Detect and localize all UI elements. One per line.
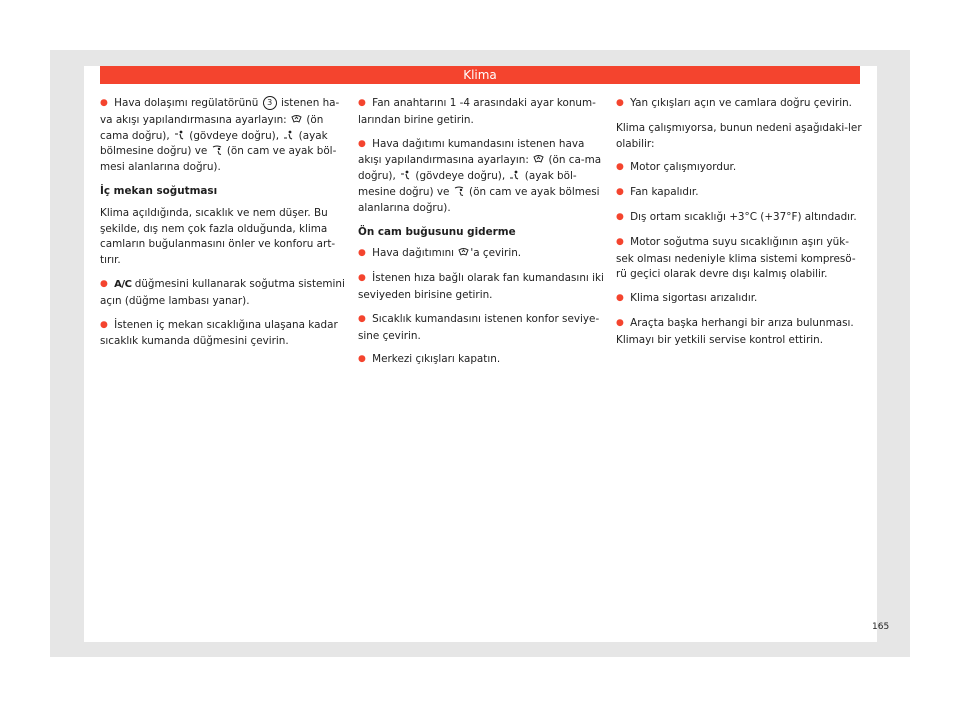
bullet-icon: ● (616, 187, 624, 198)
bullet-icon: ● (358, 354, 366, 365)
bullet-icon: ● (100, 278, 108, 289)
list-item: ● Klima sigortası arızalıdır. (616, 292, 758, 305)
column-3 (616, 96, 864, 357)
page-number: 165 (872, 622, 890, 632)
bullet-icon: ● (100, 319, 108, 330)
paragraph: Klima çalışmıyorsa, bunun nedeni aşağıdaki-ler olabilir: (616, 121, 862, 150)
body-airflow-icon (400, 170, 411, 180)
list-item: ● Hava dolaşımı regülatörünü 3 istenen ha-va akışı yapılandırmasına ayarlayın: (ön cama doğru), (gövdeye doğru), (ayak bölmesine doğru) ve (ön cam ve ayak böl-mesi alanlarına doğru). (100, 97, 340, 174)
list-item: ● Sıcaklık kumandasını istenen konfor seviye-sine çevirin. (358, 312, 600, 342)
list-item: ● Motor soğutma suyu sıcaklığının aşırı yük-sek olması nedeniyle klima sistemi kompresö-rü geçici olarak devre dışı kalmış olabilir. (616, 235, 856, 281)
bullet-icon: ● (616, 236, 624, 247)
column-1 (100, 96, 348, 358)
footwell-airflow-icon (283, 130, 294, 140)
subheading: İç mekan soğutması (100, 184, 218, 197)
bullet-icon: ● (616, 98, 624, 108)
bullet-icon: ● (616, 162, 624, 173)
windshield-airflow-icon (291, 114, 302, 124)
section-title: Klima (463, 68, 497, 82)
list-item: ● Araçta başka herhangi bir arıza bulunması. Klimayı bir yetkili servise kontrol ettirin. (616, 316, 854, 346)
windshield-airflow-icon (458, 247, 469, 257)
list-item: ● Motor çalışmıyordur. (616, 161, 737, 174)
list-item: ● İstenen hıza bağlı olarak fan kumandasını iki seviyeden birisine getirin. (358, 272, 604, 301)
column-2 (358, 96, 606, 377)
subheading: Ön cam buğusunu giderme (358, 225, 516, 238)
footwell-airflow-icon (509, 170, 520, 180)
bullet-icon: ● (358, 313, 366, 324)
section-header (100, 66, 860, 84)
windshield-footwell-airflow-icon (454, 186, 465, 196)
bullet-icon: ● (358, 138, 366, 149)
ac-button-icon: A/C (114, 278, 132, 290)
list-item: ● Hava dağıtımı kumandasını istenen hava akışı yapılandırmasına ayarlayın: (ön ca-ma doğru), (gövdeye doğru), (ayak böl-mesine doğru) ve (ön cam ve ayak bölmesi alanlarına doğru). (358, 137, 602, 214)
list-item: ● Dış ortam sıcaklığı +3°C (+37°F) altındadır. (616, 210, 857, 223)
bullet-icon: ● (358, 98, 366, 108)
callout-number-badge: 3 (263, 96, 277, 110)
body-airflow-icon (174, 130, 185, 140)
list-item: ● Yan çıkışları açın ve camlara doğru çevirin. (616, 97, 852, 109)
windshield-airflow-icon (533, 154, 544, 164)
bullet-icon: ● (616, 293, 624, 304)
windshield-footwell-airflow-icon (212, 145, 223, 155)
list-item: ● A/C düğmesini kullanarak soğutma sistemini açın (düğme lambası yanar). (100, 277, 345, 307)
list-item: ● Merkezi çıkışları kapatın. (358, 353, 501, 366)
list-item: ● Fan anahtarını 1 -4 arasındaki ayar konum-larından birine getirin. (358, 97, 596, 126)
bullet-icon: ● (358, 273, 366, 284)
list-item: ● Hava dağıtımını 'a çevirin. (358, 247, 522, 260)
bullet-icon: ● (616, 317, 624, 328)
bullet-icon: ● (358, 248, 366, 259)
bullet-icon: ● (100, 98, 108, 108)
bullet-icon: ● (616, 211, 624, 222)
list-item: ● Fan kapalıdır. (616, 186, 699, 199)
list-item: ● İstenen iç mekan sıcaklığına ulaşana kadar sıcaklık kumanda düğmesini çevirin. (100, 318, 338, 348)
paragraph: Klima açıldığında, sıcaklık ve nem düşer. Bu şekilde, dış nem çok fazla olduğunda, klima camların buğulanmasını önler ve konforu art-tırır. (100, 206, 336, 267)
